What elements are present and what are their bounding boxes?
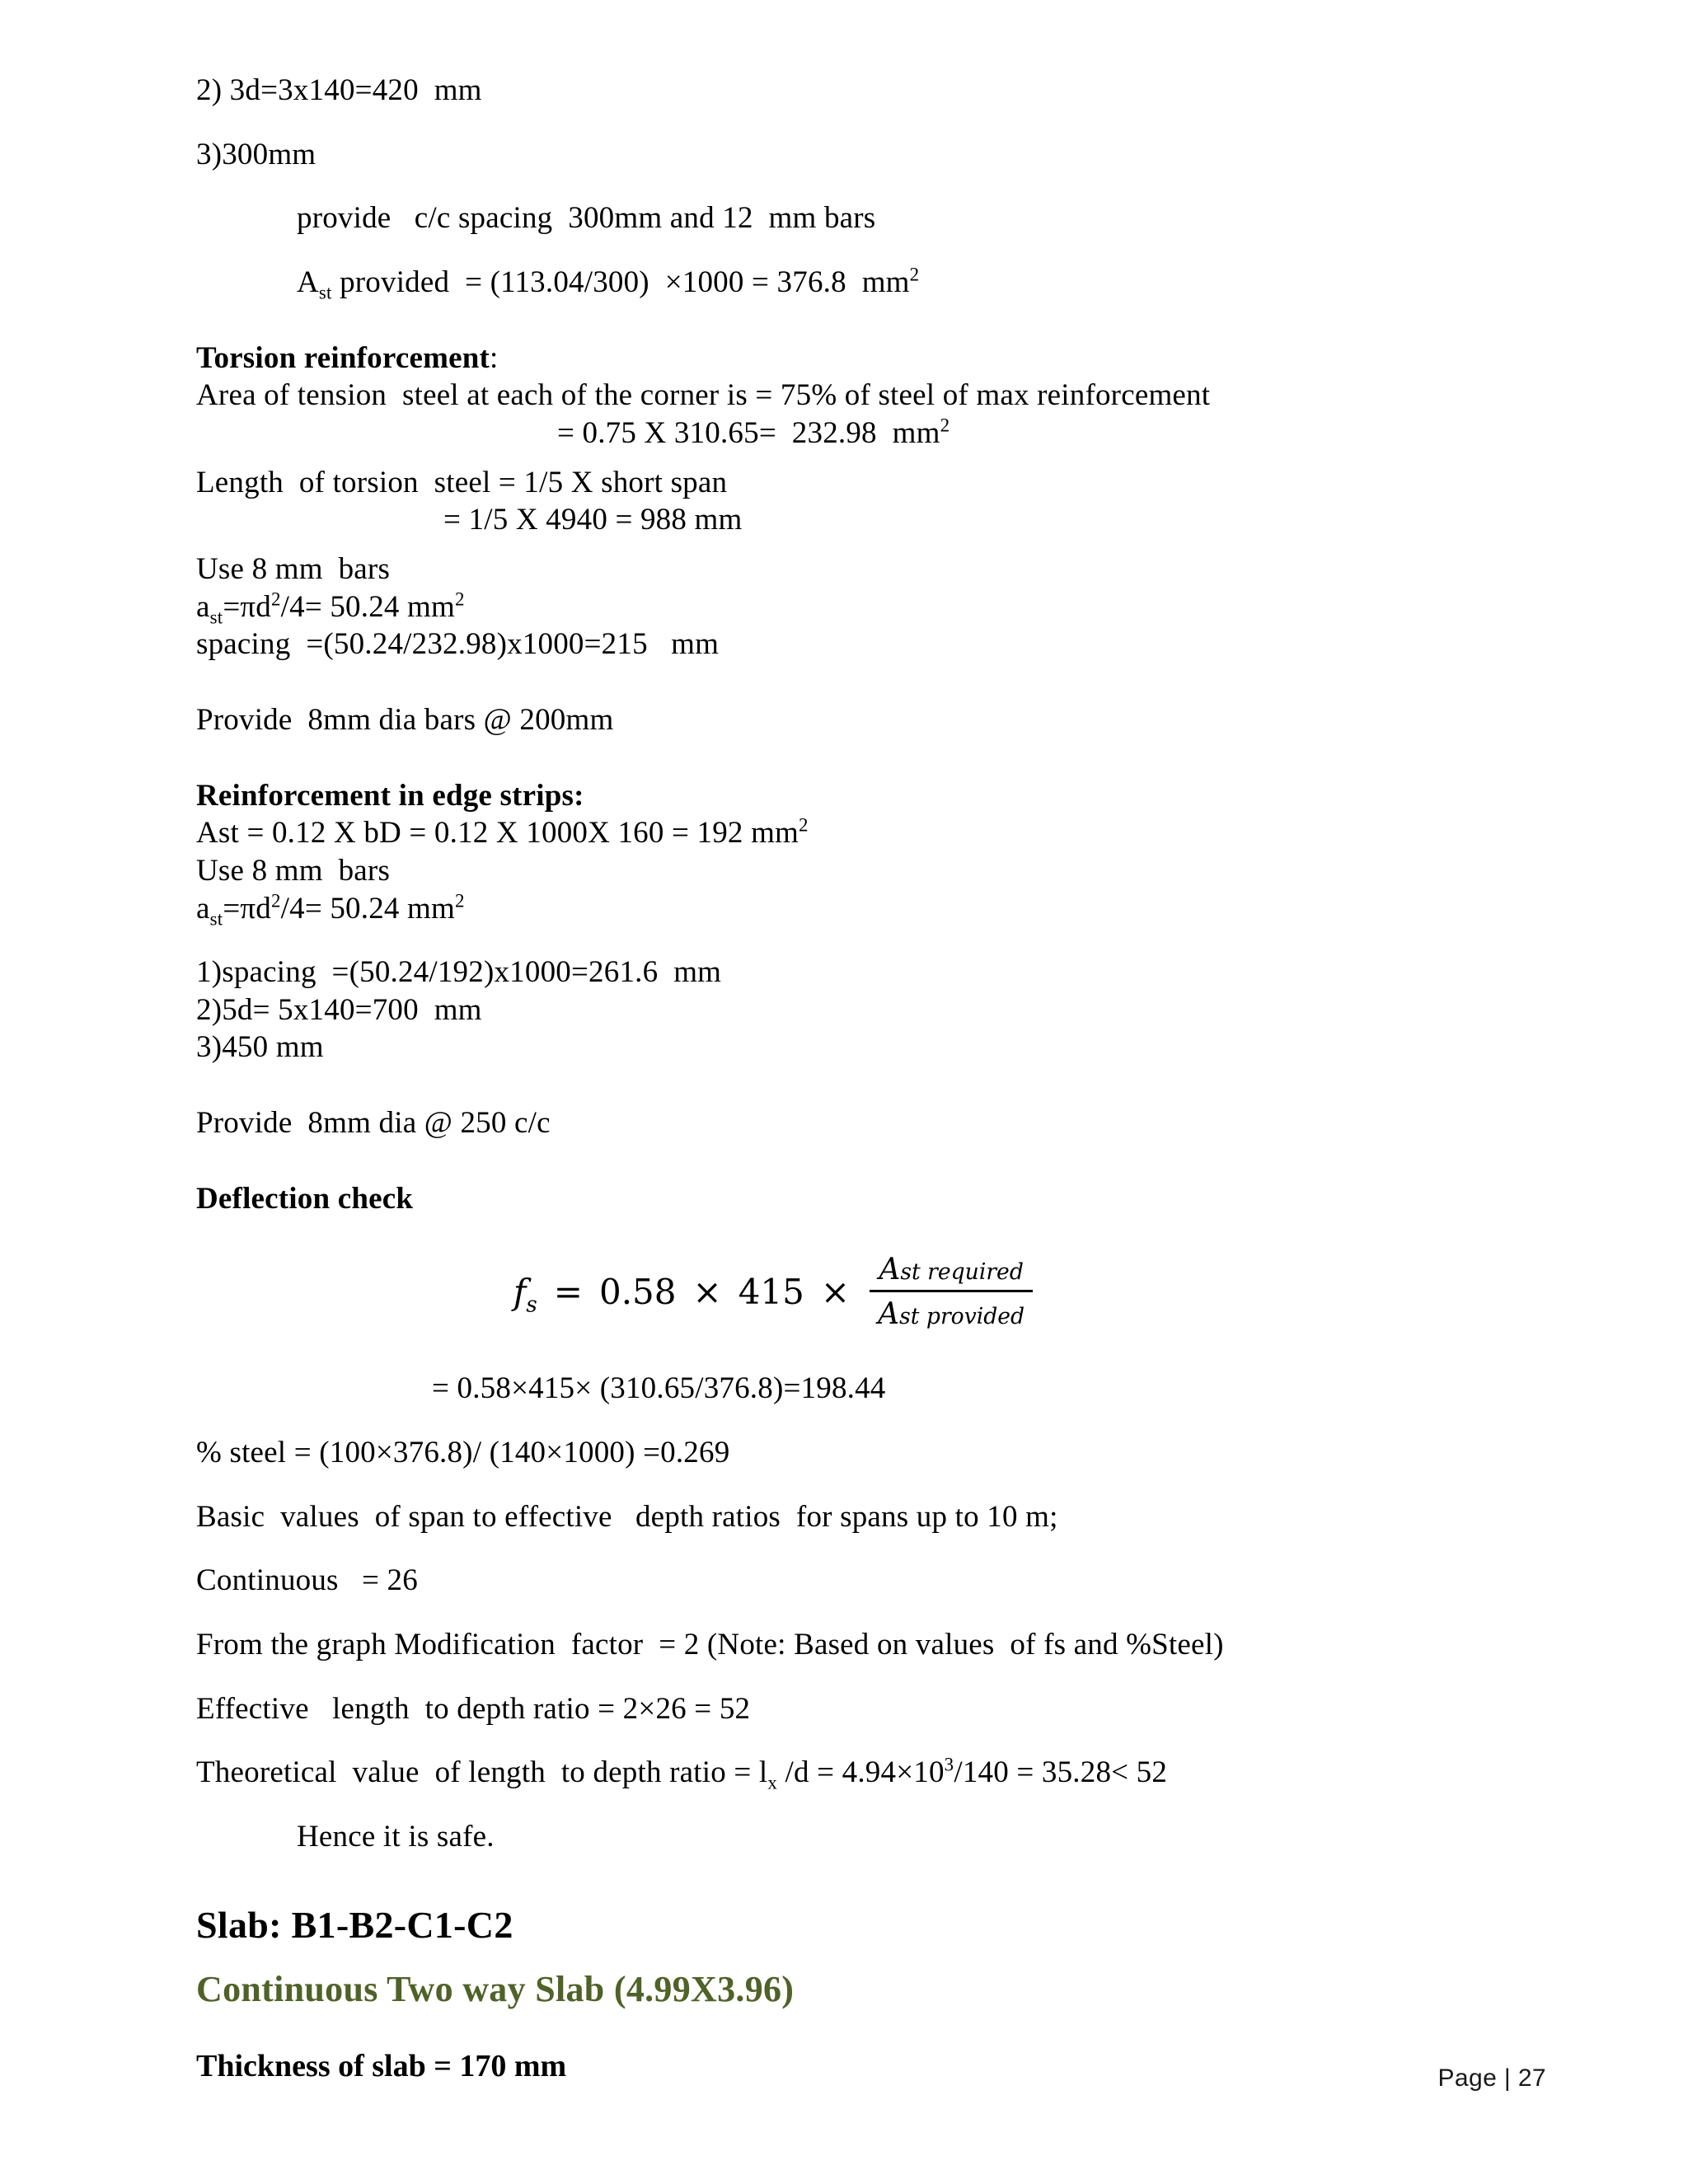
line-3d: 2) 3d=3x140=420 mm (196, 73, 482, 107)
slab-subtitle-heading: Continuous Two way Slab (4.99X3.96) (196, 1968, 795, 2009)
denominator-subscript: st provided (899, 1304, 1025, 1330)
edge-ast-formula-superscript-2: 2 (455, 890, 465, 912)
ast-formula-symbol: a (196, 589, 210, 624)
edge-ast-formula-rest: /4= 50.24 mm (280, 891, 456, 926)
provide-spacing-line: provide c/c spacing 300mm and 12 mm bars (297, 201, 876, 236)
edge-ast-formula-mid: =πd (223, 891, 271, 926)
torsion-length-result: = 1/5 X 4940 = 988 mm (443, 503, 743, 537)
fs-symbol-letter: f (513, 1272, 527, 1313)
edge-spacing-option-1: 1)spacing =(50.24/192)x1000=261.6 mm (196, 955, 722, 990)
ast-formula-superscript-2: 2 (455, 588, 465, 610)
ast-formula-mid: =πd (223, 589, 271, 624)
edge-spacing-option-2: 2)5d= 5x140=700 mm (196, 992, 482, 1027)
edge-ast-formula-symbol: a (196, 891, 210, 926)
document-body (196, 73, 1498, 2084)
torsion-length-line: Length of torsion steel = 1/5 X short span (196, 465, 728, 499)
theoretical-value-line (196, 1755, 1498, 1791)
edge-spacing-option-3: 3)450 mm (196, 1030, 324, 1065)
fs-symbol-subscript: s (526, 1292, 537, 1318)
fs-equation-block (196, 1253, 1498, 1331)
hence-safe-line: Hence it is safe. (297, 1820, 495, 1854)
torsion-heading-text: Torsion reinforcement (196, 340, 490, 375)
edge-strips-heading: Reinforcement in edge strips: (196, 778, 584, 813)
fs-factor-058: 0.58 (598, 1272, 677, 1313)
fs-times-1: × (692, 1272, 722, 1313)
edge-ast-formula-superscript-1: 2 (270, 890, 281, 912)
ast-provided-line (196, 265, 1498, 301)
effective-length-ratio-line: Effective length to depth ratio = 2×26 = 52 (196, 1691, 751, 1726)
numerator-symbol: A (879, 1253, 901, 1287)
numerator-subscript: st required (900, 1259, 1024, 1286)
thickness-of-slab-line: Thickness of slab = 170 mm (196, 2048, 567, 2083)
ast-formula-subscript: st (209, 606, 223, 627)
provide-8mm-200-line: Provide 8mm dia bars @ 200mm (196, 702, 614, 737)
torsion-reinforcement-heading (196, 340, 1498, 377)
ast-ratio-fraction (870, 1253, 1033, 1331)
theoretical-mid: /d = 4.94×10 (777, 1755, 945, 1790)
percent-steel-line: % steel = (100×376.8)/ (140×1000) =0.269 (196, 1436, 730, 1470)
torsion-area-result-text: = 0.75 X 310.65= 232.98 mm (557, 415, 940, 450)
theoretical-rest: /140 = 35.28< 52 (954, 1755, 1168, 1790)
torsion-spacing-line: spacing =(50.24/232.98)x1000=215 mm (196, 627, 720, 662)
fs-result-line: = 0.58×415× (310.65/376.8)=198.44 (432, 1371, 886, 1406)
use-8mm-bars-torsion: Use 8 mm bars (196, 551, 391, 586)
ast-formula-torsion (196, 589, 1498, 626)
torsion-heading-colon: : (490, 340, 499, 375)
fs-times-2: × (820, 1272, 851, 1313)
fs-equals-sign: = (553, 1272, 583, 1313)
fs-fy-415: 415 (738, 1272, 804, 1313)
ast-formula-superscript-1: 2 (270, 588, 281, 610)
ast-provided-symbol: A (297, 265, 319, 299)
provide-8mm-250-line: Provide 8mm dia @ 250 c/c (196, 1106, 551, 1141)
fraction-denominator (870, 1290, 1033, 1331)
edge-ast-text: Ast = 0.12 X bD = 0.12 X 1000X 160 = 192 mm (196, 816, 799, 851)
continuous-line: Continuous = 26 (196, 1563, 418, 1598)
theoretical-subscript: x (767, 1772, 778, 1793)
modification-factor-line: From the graph Modification factor = 2 (Note: Based on values of fs and %Steel) (196, 1628, 1224, 1662)
ast-provided-subscript: st (318, 282, 332, 303)
basic-values-line: Basic values of span to effective depth ratios for spans up to 10 m; (196, 1499, 1058, 1534)
edge-ast-formula (196, 891, 1498, 927)
torsion-area-result (196, 415, 1498, 452)
denominator-symbol: A (878, 1297, 900, 1332)
line-300mm: 3)300mm (196, 137, 316, 171)
edge-ast-formula-subscript: st (209, 907, 223, 929)
fs-equation (513, 1253, 1033, 1331)
fs-symbol (513, 1272, 537, 1318)
edge-use-8mm-bars: Use 8 mm bars (196, 853, 391, 888)
theoretical-superscript: 3 (944, 1755, 954, 1776)
edge-ast-superscript: 2 (799, 814, 809, 836)
slab-title-heading: Slab: B1-B2-C1-C2 (196, 1903, 513, 1946)
theoretical-prefix: Theoretical value of length to depth ratio = l (196, 1755, 768, 1790)
torsion-area-result-superscript: 2 (940, 415, 950, 436)
ast-provided-expression: provided = (113.04/300) ×1000 = 376.8 mm (331, 265, 910, 299)
edge-ast-line (196, 815, 1498, 851)
page-footer: Page | 27 (1437, 2064, 1546, 2092)
fraction-numerator (870, 1253, 1033, 1290)
ast-provided-superscript: 2 (909, 264, 920, 285)
deflection-check-heading: Deflection check (196, 1181, 414, 1216)
ast-formula-rest: /4= 50.24 mm (280, 589, 456, 624)
torsion-area-line: Area of tension steel at each of the corner is = 75% of steel of max reinforcement (196, 378, 1211, 413)
